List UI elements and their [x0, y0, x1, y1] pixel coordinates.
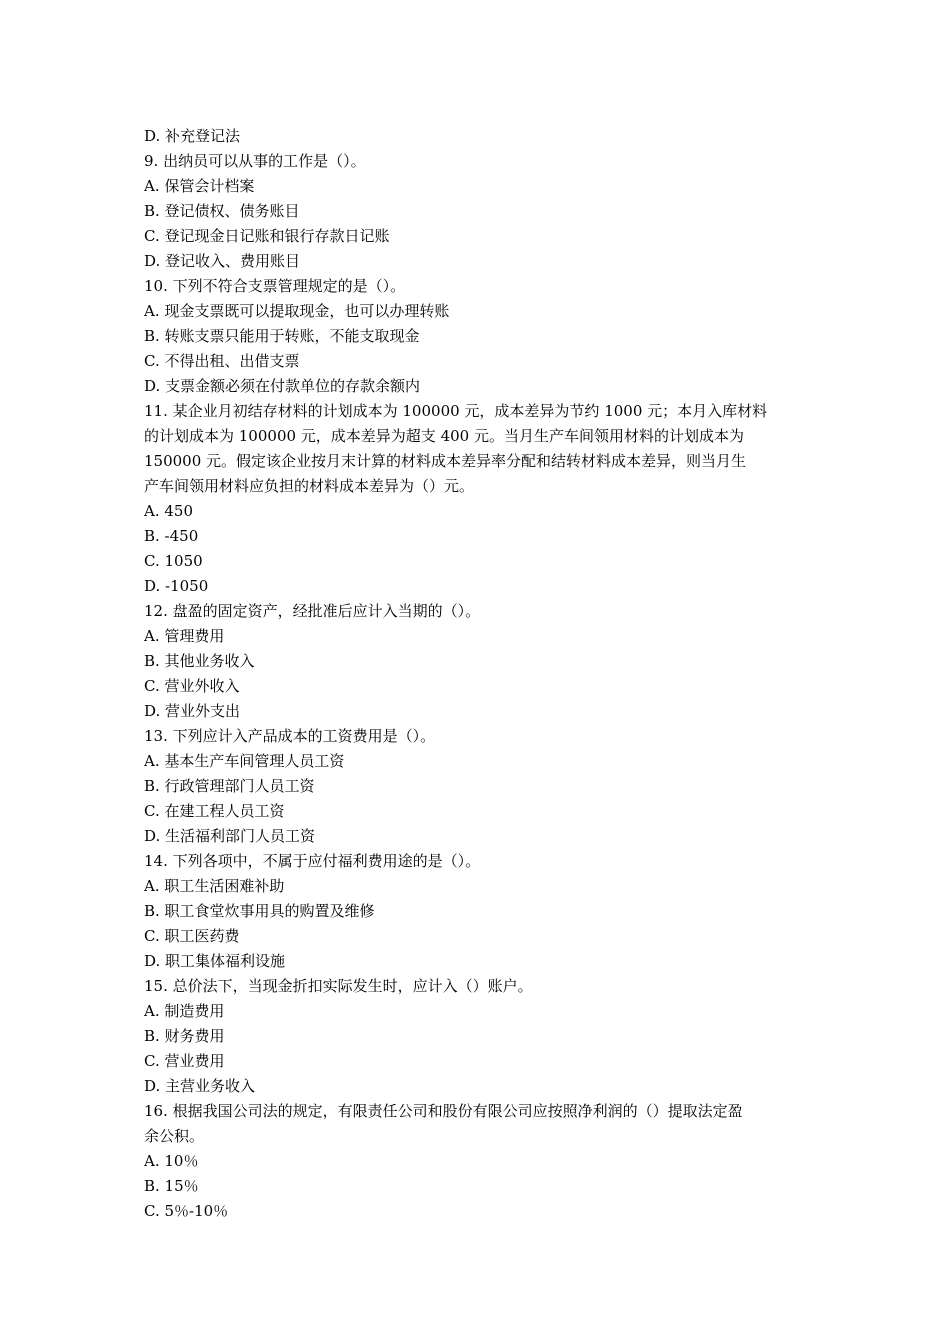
option-13c: C. 在建工程人员工资 [144, 802, 285, 820]
option-11c: C. 1050 [144, 552, 203, 570]
question-16-line-2: 余公积。 [144, 1127, 205, 1145]
question-9: 9. 出纳员可以从事的工作是（）。 [144, 152, 366, 170]
option-9a: A. 保管会计档案 [144, 177, 255, 195]
option-14d: D. 职工集体福利设施 [144, 952, 286, 970]
option-16c: C. 5％-10％ [144, 1202, 229, 1220]
option-10c: C. 不得出租、出借支票 [144, 352, 300, 370]
option-12a: A. 管理费用 [144, 627, 225, 645]
option-15b: B. 财务费用 [144, 1027, 225, 1045]
question-15: 15. 总价法下，当现金折扣实际发生时，应计入（）账户。 [144, 977, 533, 995]
option-16b: B. 15％ [144, 1177, 199, 1195]
option-13b: B. 行政管理部门人员工资 [144, 777, 315, 795]
question-11-line-3: 150000 元。假定该企业按月末计算的材料成本差异率分配和结转材料成本差异，则当月生 [144, 452, 747, 470]
option-12d: D. 营业外支出 [144, 702, 241, 720]
option-13d: D. 生活福利部门人员工资 [144, 827, 316, 845]
option-15c: C. 营业费用 [144, 1052, 225, 1070]
option-10d: D. 支票金额必须在付款单位的存款余额内 [144, 377, 421, 395]
option-9b: B. 登记债权、债务账目 [144, 202, 300, 220]
option-15d: D. 主营业务收入 [144, 1077, 256, 1095]
option-14c: C. 职工医药费 [144, 927, 240, 945]
option-12c: C. 营业外收入 [144, 677, 240, 695]
option-8d: D. 补充登记法 [144, 127, 241, 145]
question-11-line-1: 11. 某企业月初结存材料的计划成本为 100000 元，成本差异为节约 1000 元；本月入库材料 [144, 402, 768, 420]
question-10: 10. 下列不符合支票管理规定的是（）。 [144, 277, 406, 295]
option-9c: C. 登记现金日记账和银行存款日记账 [144, 227, 390, 245]
option-10a: A. 现金支票既可以提取现金，也可以办理转账 [144, 302, 450, 320]
option-15a: A. 制造费用 [144, 1002, 225, 1020]
question-16-line-1: 16. 根据我国公司法的规定，有限责任公司和股份有限公司应按照净利润的（）提取法定盈 [144, 1102, 743, 1120]
option-14b: B. 职工食堂炊事用具的购置及维修 [144, 902, 375, 920]
option-11b: B. -450 [144, 527, 199, 545]
question-11-line-2: 的计划成本为 100000 元，成本差异为超支 400 元。当月生产车间领用材料的计划成本为 [144, 427, 744, 445]
option-12b: B. 其他业务收入 [144, 652, 255, 670]
document-body [144, 124, 810, 1224]
option-9d: D. 登记收入、费用账目 [144, 252, 301, 270]
question-14: 14. 下列各项中，不属于应付福利费用途的是（）。 [144, 852, 481, 870]
question-13: 13. 下列应计入产品成本的工资费用是（）。 [144, 727, 436, 745]
option-14a: A. 职工生活困难补助 [144, 877, 285, 895]
option-11a: A. 450 [144, 502, 193, 520]
option-11d: D. -1050 [144, 577, 209, 595]
question-12: 12. 盘盈的固定资产，经批准后应计入当期的（）。 [144, 602, 481, 620]
option-13a: A. 基本生产车间管理人员工资 [144, 752, 345, 770]
question-11-line-4: 产车间领用材料应负担的材料成本差异为（）元。 [144, 477, 475, 495]
option-10b: B. 转账支票只能用于转账，不能支取现金 [144, 327, 420, 345]
option-16a: A. 10％ [144, 1152, 199, 1170]
